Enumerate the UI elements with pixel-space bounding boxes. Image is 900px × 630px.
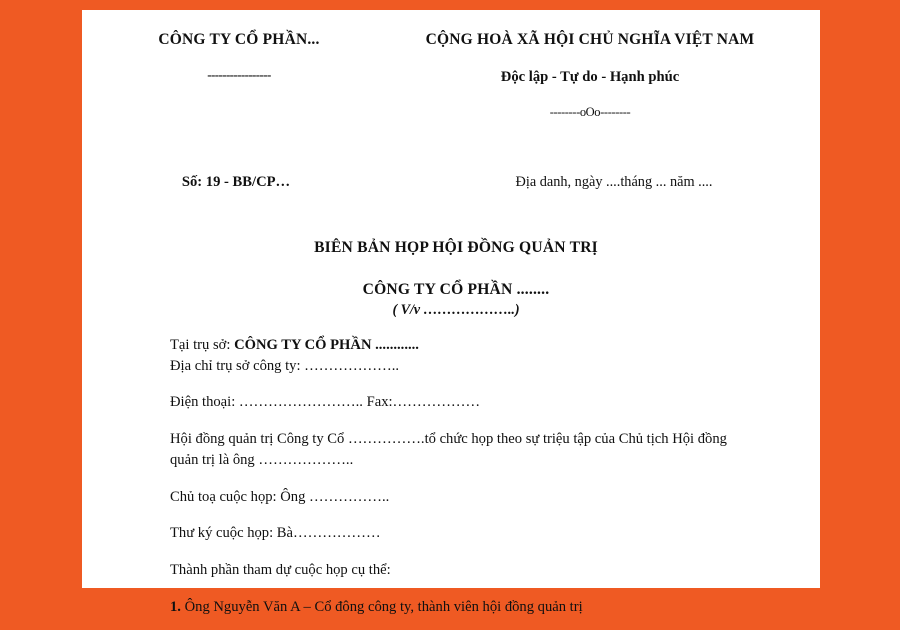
secretary-line: Thư ký cuộc họp: Bà……………… — [170, 525, 381, 542]
chairperson-line: Chủ toạ cuộc họp: Ông …………….. — [170, 488, 390, 505]
header-right-block — [382, 30, 820, 120]
participant-text: Ông Nguyễn Văn A – Cổ đông công ty, thành viên hội đồng quản trị — [180, 598, 583, 615]
document-meta-row — [82, 173, 820, 192]
page-title: BIÊN BẢN HỌP HỘI ĐỒNG QUẢN TRỊ — [314, 239, 598, 256]
document-header — [82, 30, 820, 120]
contact-line: Điện thoại: …………………….. Fax:……………… — [170, 394, 481, 411]
address-line: Địa chỉ trụ sở công ty: ……………….. — [170, 357, 400, 374]
document-number: Số: 19 - BB/CP… — [181, 174, 291, 190]
header-left-block — [82, 30, 382, 83]
national-motto: Độc lập - Tự do - Hạnh phúc — [500, 68, 680, 85]
participants-label: Thành phần tham dự cuộc họp cụ thể: — [170, 562, 391, 579]
participant-number: 1. — [170, 598, 181, 615]
office-value: CÔNG TY CỔ PHẦN ............ — [234, 337, 419, 353]
board-convene-paragraph: Hội đồng quản trị Công ty Cổ …………….tổ chức họp theo sự triệu tập của Chủ tịch Hội đồng quản trị là ông ……………….. — [170, 431, 727, 468]
document-body — [170, 335, 750, 630]
document-title-block — [82, 238, 820, 319]
place-and-date: Địa danh, ngày ....tháng ... năm .... — [515, 174, 713, 190]
subject-line: ( V/v ………………..) — [392, 301, 520, 318]
office-label: Tại trụ sở: — [170, 337, 235, 353]
organization-underline: ----------------- — [207, 66, 271, 82]
motto-separator: --------oOo-------- — [549, 104, 631, 119]
page-subtitle: CÔNG TY CỔ PHẦN ........ — [362, 280, 550, 298]
document-content — [82, 10, 820, 615]
document-page — [82, 10, 820, 615]
organization-name: CÔNG TY CỔ PHẦN... — [158, 31, 320, 48]
participant-item — [170, 597, 750, 618]
office-line — [170, 335, 750, 356]
national-title: CỘNG HOÀ XÃ HỘI CHỦ NGHĨA VIỆT NAM — [425, 31, 755, 48]
